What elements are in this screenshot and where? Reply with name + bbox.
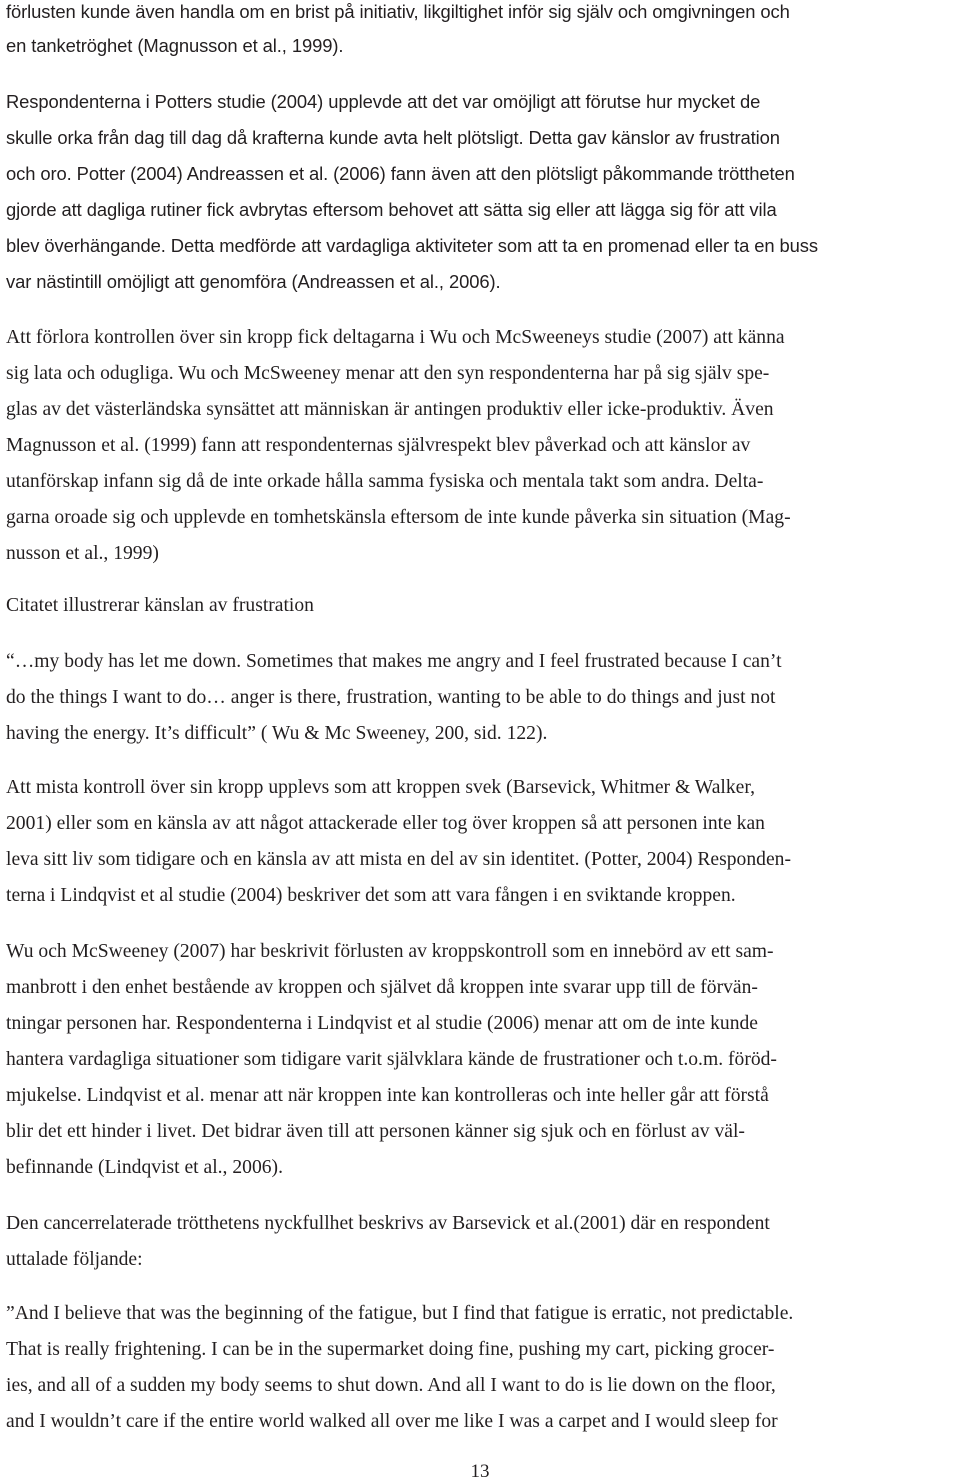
text-line: ”And I believe that was the beginning of the fatigue, but I find that fatigue is erratic, not predictable.	[6, 1303, 794, 1324]
text-line: hantera vardagliga situationer som tidigare varit självklara kände de frustrationer och t.o.m. föröd-	[6, 1049, 777, 1070]
text-line: nusson et al., 1999)	[6, 543, 159, 564]
text-line: Att förlora kontrollen över sin kropp fick deltagarna i Wu och McSweeneys studie (2007) att känna	[6, 327, 785, 348]
text-line: 2001) eller som en känsla av att något attackerade eller tog över kroppen så att personen inte kan	[6, 813, 765, 834]
text-line: Respondenterna i Potters studie (2004) upplevde att det var omöjligt att förutse hur mycket de	[6, 91, 761, 112]
text-line: blev överhängande. Detta medförde att vardagliga aktiviteter som att ta en promenad eller ta en buss	[6, 235, 818, 256]
text-line: glas av det västerländska synsättet att människan är antingen produktiv eller icke-produktiv. Även	[6, 399, 774, 420]
text-line: garna oroade sig och upplevde en tomhetskänsla eftersom de inte kunde påverka sin situation (Mag-	[6, 507, 791, 528]
text-line: “…my body has let me down. Sometimes that makes me angry and I feel frustrated because I can’t	[6, 651, 782, 672]
text-line: and I wouldn’t care if the entire world walked all over me like I was a carpet and I would sleep for	[6, 1411, 778, 1432]
text-line: befinnande (Lindqvist et al., 2006).	[6, 1157, 283, 1178]
text-line: uttalade följande:	[6, 1249, 143, 1270]
text-line: en tanketröghet (Magnusson et al., 1999).	[6, 35, 344, 56]
text-line: terna i Lindqvist et al studie (2004) beskriver det som att vara fången i en sviktande kroppen.	[6, 885, 736, 906]
text-line: förlusten kunde även handla om en brist på initiativ, likgiltighet inför sig själv och omgivningen och	[6, 1, 790, 22]
text-line: sig lata och odugliga. Wu och McSweeney menar att den syn respondenterna har på sig själv spe-	[6, 363, 770, 384]
page-number: 13	[470, 1461, 490, 1482]
text-line: Den cancerrelaterade trötthetens nyckfullhet beskrivs av Barsevick et al.(2001) där en respondent	[6, 1213, 770, 1234]
text-line: tningar personen har. Respondenterna i Lindqvist et al studie (2006) menar att om de inte kunde	[6, 1013, 758, 1034]
text-line: utanförskap infann sig då de inte orkade hålla samma fysiska och mentala takt som andra. Delta-	[6, 471, 764, 492]
text-line: do the things I want to do… anger is there, frustration, wanting to be able to do things and just not	[6, 687, 776, 708]
text-line: gjorde att dagliga rutiner fick avbrytas eftersom behovet att sätta sig eller att lägga sig för att vila	[6, 199, 777, 220]
text-line: mjukelse. Lindqvist et al. menar att när kroppen inte kan kontrolleras och inte heller går att förstå	[6, 1085, 769, 1106]
text-line: Magnusson et al. (1999) fann att respondenternas självrespekt blev påverkad och att känslor av	[6, 435, 751, 456]
text-line: having the energy. It’s difficult” ( Wu & Mc Sweeney, 200, sid. 122).	[6, 723, 548, 744]
text-line: That is really frightening. I can be in the supermarket doing fine, pushing my cart, picking grocer-	[6, 1339, 775, 1360]
text-line: ies, and all of a sudden my body seems to shut down. And all I want to do is lie down on the floor,	[6, 1375, 776, 1396]
text-line: skulle orka från dag till dag då krafterna kunde avta helt plötsligt. Detta gav känslor av frustration	[6, 127, 780, 148]
text-line: blir det ett hinder i livet. Det bidrar även till att personen känner sig sjuk och en förlust av väl-	[6, 1121, 745, 1142]
text-line: var nästintill omöjligt att genomföra (Andreassen et al., 2006).	[6, 271, 501, 292]
text-line: Citatet illustrerar känslan av frustration	[6, 595, 314, 616]
text-line: leva sitt liv som tidigare och en känsla av att mista en del av sin identitet. (Potter, 2004) Responden-	[6, 849, 791, 870]
text-line: och oro. Potter (2004) Andreassen et al. (2006) fann även att den plötsligt påkommande tröttheten	[6, 163, 795, 184]
text-line: manbrott i den enhet bestående av kroppen och självet då kroppen inte svarar upp till de förvän-	[6, 977, 758, 998]
text-line: Att mista kontroll över sin kropp upplevs som att kroppen svek (Barsevick, Whitmer & Walker,	[6, 777, 755, 798]
text-line: Wu och McSweeney (2007) har beskrivit förlusten av kroppskontroll som en innebörd av ett sam-	[6, 941, 774, 962]
